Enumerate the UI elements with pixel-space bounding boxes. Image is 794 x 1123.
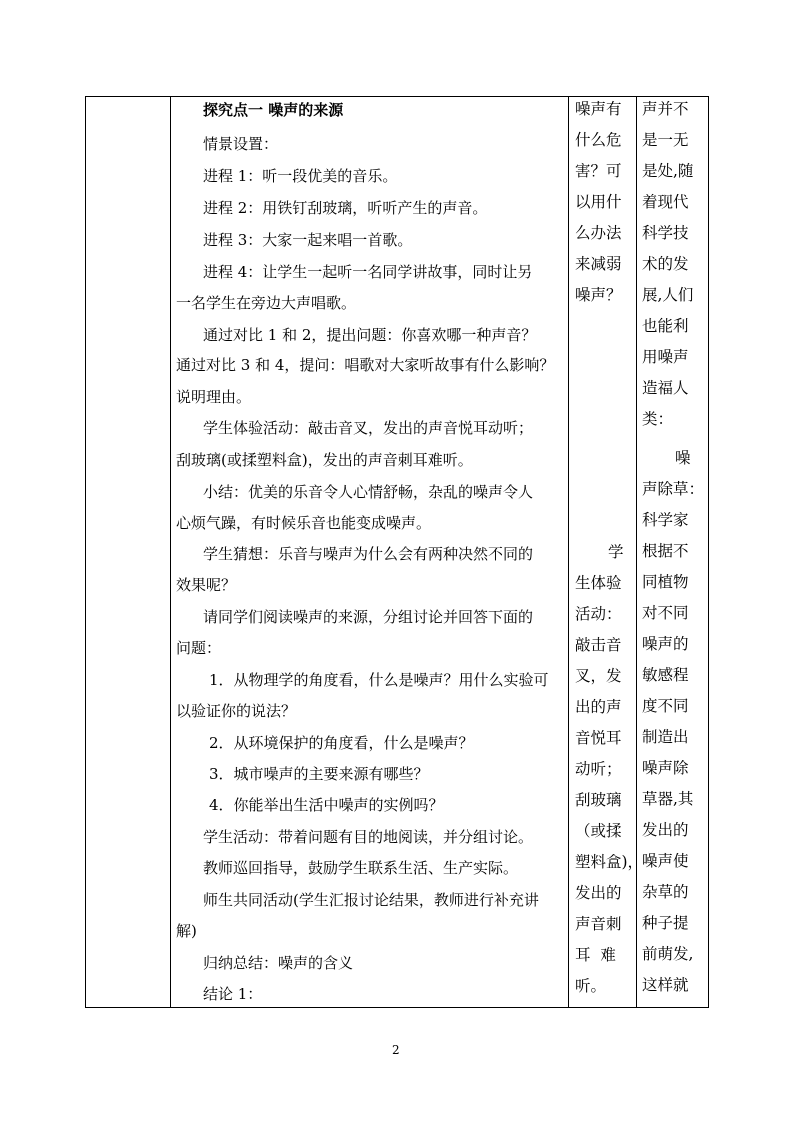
text-line: 同植物 [642, 573, 689, 591]
text-line: 结论 1： [203, 985, 263, 1003]
text-line: 学生体验活动：敲击音叉，发出的声音悦耳动听； [203, 419, 534, 437]
text-line: 小结：优美的乐音令人心情舒畅，杂乱的噪声令人 [203, 483, 534, 501]
text-line: 声除草： [642, 480, 705, 498]
text-line: 噪 [675, 449, 691, 467]
text-line: 进程 3：大家一起来唱一首歌。 [203, 231, 413, 249]
lesson-table [85, 96, 709, 1008]
text-line: 来减弱 [575, 255, 622, 273]
question-item: 2．从环境保护的角度看，什么是噪声？ [209, 734, 474, 752]
question-item: 1．从物理学的角度看，什么是噪声？用什么实验可 [209, 671, 549, 689]
text-line: 情景设置： [203, 135, 279, 153]
text-line: 刮玻璃 [575, 791, 622, 809]
text-line: 是一无 [642, 131, 689, 149]
question-item: 4．你能举出生活中噪声的实例吗？ [209, 796, 444, 814]
text-line: 噪声？ [575, 286, 622, 304]
text-line: 类： [642, 410, 674, 428]
text-line: 害？可 [575, 162, 622, 180]
text-line: 问题： [176, 639, 222, 657]
text-line: 科学家 [642, 511, 689, 529]
text-line: 以验证你的说法？ [176, 702, 297, 720]
text-line: 解) [176, 922, 197, 940]
table-border-left [85, 97, 86, 1007]
text-line: 进程 4：让学生一起听一名同学讲故事，同时让另 [203, 263, 533, 281]
text-line: 也能利 [642, 317, 689, 335]
text-line: 活动： [575, 605, 622, 623]
text-line: 对不同 [642, 604, 689, 622]
text-line: 么办法 [575, 224, 622, 242]
text-line: 声并不 [642, 100, 689, 118]
text-line: 说明理由。 [176, 388, 252, 406]
text-line: 前萌发, [642, 945, 694, 963]
text-line: 敏感程 [642, 666, 689, 684]
text-line: 归纳总结：噪声的含义 [203, 954, 354, 972]
text-line: 请同学们阅读噪声的来源，分组讨论并回答下面的 [203, 608, 534, 626]
text-line: 术的发 [642, 255, 689, 273]
text-line: 发出的 [642, 821, 689, 839]
text-line: 声音刺 [575, 915, 622, 933]
text-line: 发出的 [575, 884, 622, 902]
table-border-right [708, 97, 709, 1007]
text-line: 听。 [575, 977, 607, 995]
text-line: 进程 2：用铁钉刮玻璃，听听产生的声音。 [203, 199, 488, 217]
section-heading: 探究点一 噪声的来源 [203, 101, 344, 119]
text-line: 噪声使 [642, 852, 689, 870]
text-line: 学 [608, 543, 624, 561]
text-line: 耳 难 [575, 946, 616, 964]
text-line: 学生猜想：乐音与噪声为什么会有两种决然不同的 [203, 545, 534, 563]
page-number: 2 [392, 1043, 400, 1057]
text-line: 塑料盒)， [575, 853, 644, 871]
text-line: 噪声有 [575, 100, 622, 118]
text-line: 噪声除 [642, 759, 689, 777]
text-line: 以用什 [575, 193, 622, 211]
question-item: 3．城市噪声的主要来源有哪些？ [209, 765, 429, 783]
text-line: 出的声 [575, 698, 622, 716]
text-line: 音悦耳 [575, 729, 622, 747]
text-line: 制造出 [642, 728, 689, 746]
column-divider-2 [568, 97, 569, 1007]
text-line: 通过对比 3 和 4，提问：唱歌对大家听故事有什么影响？ [176, 356, 555, 374]
text-line: 用噪声 [642, 348, 689, 366]
text-line: 生体验 [575, 574, 622, 592]
text-line: 造福人 [642, 379, 689, 397]
text-line: 通过对比 1 和 2，提出问题：你喜欢哪一种声音？ [203, 326, 537, 344]
text-line: 着现代 [642, 193, 689, 211]
text-line: 进程 1：听一段优美的音乐。 [203, 167, 398, 185]
text-line: 是处,随 [642, 162, 694, 180]
text-line: 杂草的 [642, 883, 689, 901]
text-line: 学生活动：带着问题有目的地阅读，并分组讨论。 [203, 828, 534, 846]
column-divider-1 [170, 97, 171, 1007]
text-line: 教师巡回指导，鼓励学生联系生活、生产实际。 [203, 859, 519, 877]
text-line: 噪声的 [642, 635, 689, 653]
text-line: 草器,其 [642, 790, 694, 808]
text-line: 度不同 [642, 697, 689, 715]
text-line: 科学技 [642, 224, 689, 242]
text-line: 叉，发 [575, 667, 622, 685]
text-line: 动听； [575, 760, 622, 778]
text-line: 心烦气躁，有时候乐音也能变成噪声。 [176, 514, 432, 532]
text-line: 刮玻璃(或揉塑料盒)，发出的声音刺耳难听。 [176, 451, 473, 469]
text-line: 什么危 [575, 131, 622, 149]
text-line: 展,人们 [642, 286, 694, 304]
text-line: 敲击音 [575, 636, 622, 654]
text-line: （或揉 [575, 822, 622, 840]
text-line: 种子提 [642, 914, 689, 932]
text-line: 根据不 [642, 542, 689, 560]
text-line: 师生共同活动(学生汇报讨论结果，教师进行补充讲 [203, 891, 539, 909]
text-line: 这样就 [642, 976, 689, 994]
text-line: 一名学生在旁边大声唱歌。 [176, 294, 357, 312]
text-line: 效果呢？ [176, 576, 237, 594]
